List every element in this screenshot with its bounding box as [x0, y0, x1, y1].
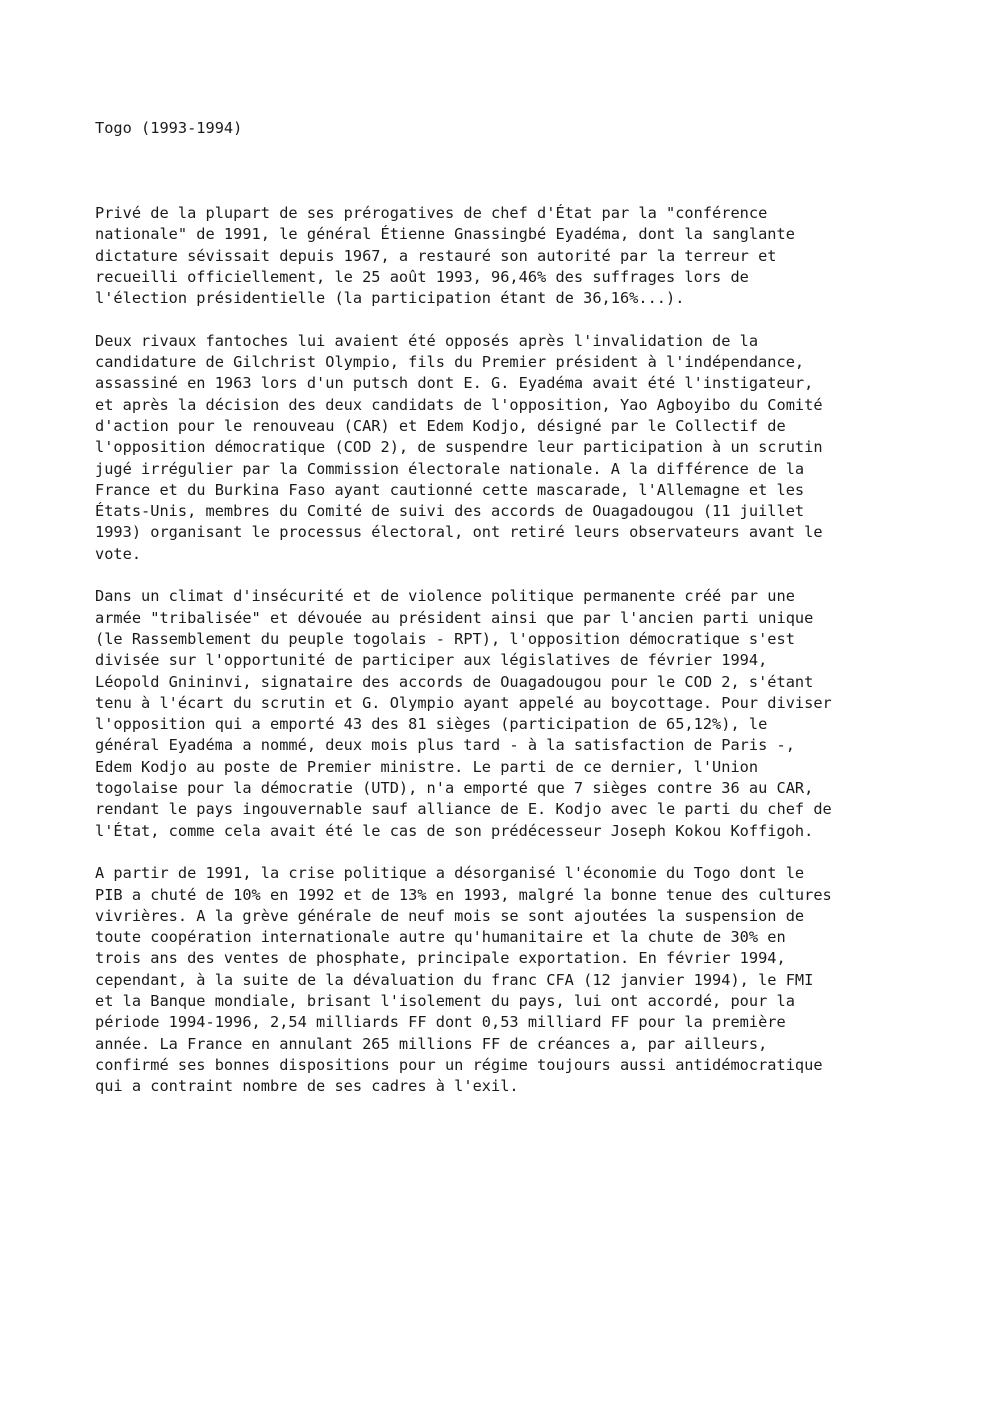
- text-line: nationale" de 1991, le général Étienne Gnassingbé Eyadéma, dont la sanglante: [95, 225, 795, 244]
- text-line: général Eyadéma a nommé, deux mois plus tard - à la satisfaction de Paris -,: [95, 736, 795, 755]
- text-line: assassiné en 1963 lors d'un putsch dont E. G. Eyadéma avait été l'instigateur,: [95, 374, 814, 393]
- text-line: Edem Kodjo au poste de Premier ministre. Le parti de ce dernier, l'Union: [95, 757, 759, 776]
- text-line: trois ans des ventes de phosphate, principale exportation. En février 1994,: [95, 949, 786, 968]
- text-line: l'opposition démocratique (COD 2), de suspendre leur participation à un scrutin: [95, 438, 823, 457]
- paragraph: [95, 331, 832, 565]
- text-line: divisée sur l'opportunité de participer aux législatives de février 1994,: [95, 651, 768, 670]
- text-line: Dans un climat d'insécurité et de violence politique permanente créé par une: [95, 587, 795, 606]
- text-line: d'action pour le renouveau (CAR) et Edem Kodjo, désigné par le Collectif de: [95, 416, 786, 435]
- text-line: États-Unis, membres du Comité de suivi des accords de Ouagadougou (11 juillet: [95, 502, 805, 521]
- paragraph: [95, 586, 832, 842]
- text-line: l'élection présidentielle (la participation étant de 36,16%...).: [95, 289, 685, 308]
- text-line: A partir de 1991, la crise politique a désorganisé l'économie du Togo dont le: [95, 864, 805, 883]
- text-line: recueilli officiellement, le 25 août 1993, 96,46% des suffrages lors de: [95, 267, 749, 286]
- text-line: (le Rassemblement du peuple togolais - RPT), l'opposition démocratique s'est: [95, 629, 795, 648]
- text-line: Privé de la plupart de ses prérogatives de chef d'État par la "conférence: [95, 204, 768, 222]
- text-line: l'État, comme cela avait été le cas de son prédécesseur Joseph Kokou Koffigoh.: [95, 821, 814, 840]
- document-title: Togo (1993-1994): [95, 119, 243, 137]
- text-line: tenu à l'écart du scrutin et G. Olympio ayant appelé au boycottage. Pour diviser: [95, 693, 832, 712]
- paragraph: [95, 863, 832, 1097]
- text-line: l'opposition qui a emporté 43 des 81 sièges (participation de 65,12%), le: [95, 715, 768, 734]
- text-line: candidature de Gilchrist Olympio, fils du Premier président à l'indépendance,: [95, 353, 805, 372]
- text-line: togolaise pour la démocratie (UTD), n'a emporté que 7 sièges contre 36 au CAR,: [95, 779, 814, 798]
- text-line: armée "tribalisée" et dévouée au président ainsi que par l'ancien parti unique: [95, 608, 814, 627]
- text-line: vivrières. A la grève générale de neuf mois se sont ajoutées la suspension de: [95, 906, 805, 925]
- text-line: France et du Burkina Faso ayant cautionné cette mascarade, l'Allemagne et les: [95, 480, 805, 499]
- text-line: rendant le pays ingouvernable sauf alliance de E. Kodjo avec le parti du chef de: [95, 800, 832, 819]
- text-line: dictature sévissait depuis 1967, a restauré son autorité par la terreur et: [95, 246, 777, 265]
- text-line: année. La France en annulant 265 millions FF de créances a, par ailleurs,: [95, 1034, 768, 1053]
- text-line: Léopold Gnininvi, signataire des accords de Ouagadougou pour le COD 2, s'étant: [95, 672, 814, 691]
- text-line: 1993) organisant le processus électoral, ont retiré leurs observateurs avant le: [95, 523, 823, 542]
- document-body: [95, 203, 832, 1119]
- text-line: confirmé ses bonnes dispositions pour un régime toujours aussi antidémocratique: [95, 1055, 823, 1074]
- text-line: toute coopération internationale autre qu'humanitaire et la chute de 30% en: [95, 928, 786, 947]
- text-line: qui a contraint nombre de ses cadres à l'exil.: [95, 1077, 519, 1096]
- text-line: Deux rivaux fantoches lui avaient été opposés après l'invalidation de la: [95, 331, 759, 350]
- text-line: vote.: [95, 544, 142, 563]
- text-line: cependant, à la suite de la dévaluation du franc CFA (12 janvier 1994), le FMI: [95, 970, 814, 989]
- text-line: PIB a chuté de 10% en 1992 et de 13% en 1993, malgré la bonne tenue des cultures: [95, 885, 832, 904]
- text-line: période 1994-1996, 2,54 milliards FF dont 0,53 milliard FF pour la première: [95, 1013, 786, 1032]
- paragraph: [95, 203, 832, 309]
- text-line: jugé irrégulier par la Commission électorale nationale. A la différence de la: [95, 459, 805, 478]
- text-line: et après la décision des deux candidats de l'opposition, Yao Agboyibo du Comité: [95, 395, 823, 414]
- text-line: et la Banque mondiale, brisant l'isolement du pays, lui ont accordé, pour la: [95, 991, 795, 1010]
